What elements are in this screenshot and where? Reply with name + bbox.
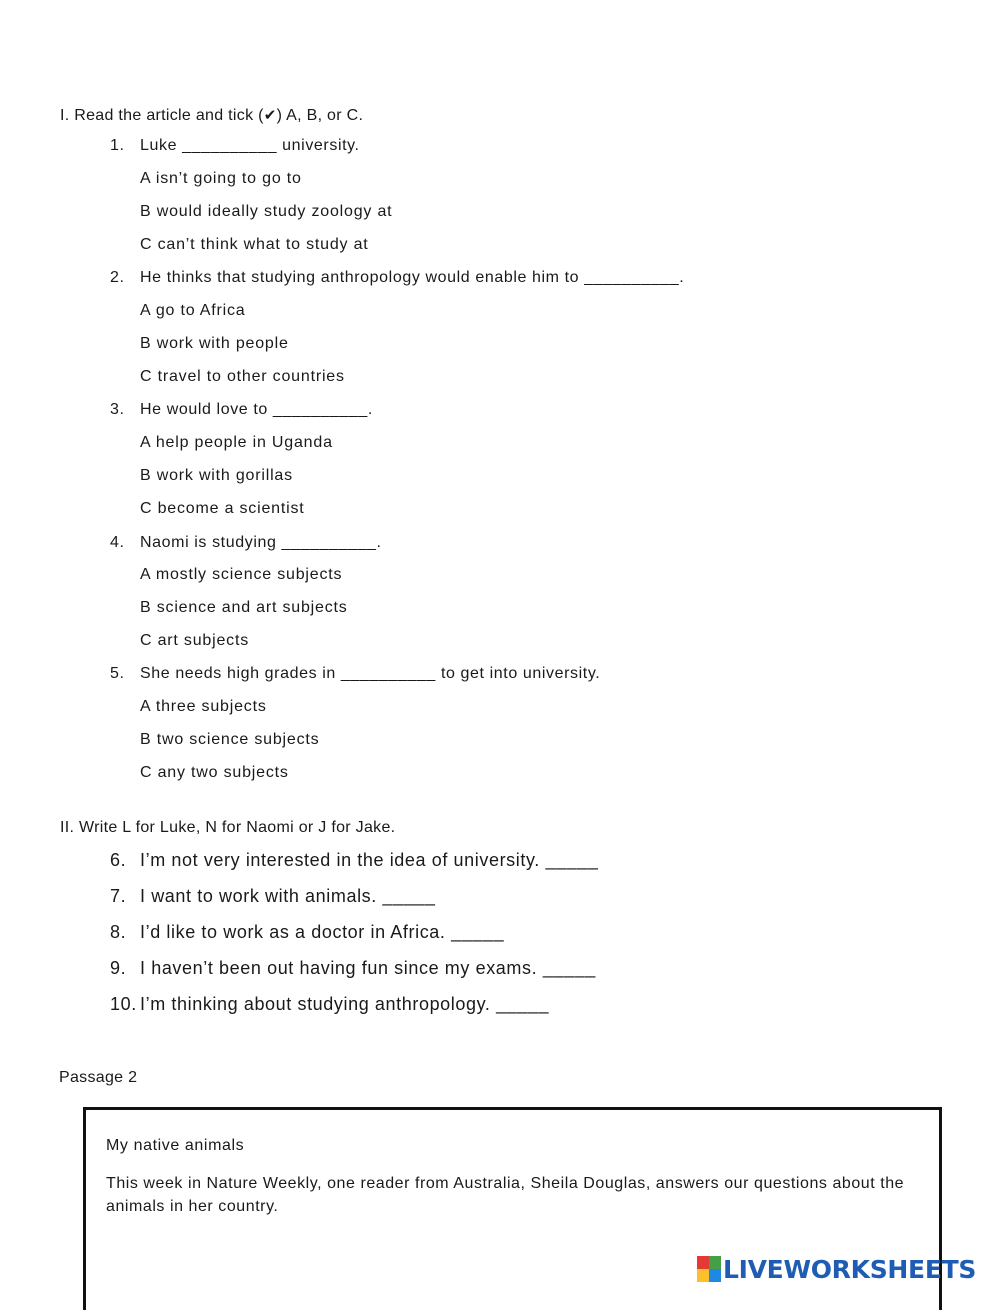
option-3a[interactable]: A help people in Uganda <box>140 434 333 451</box>
option-5b[interactable]: B two science subjects <box>140 731 320 748</box>
question-number: 5. <box>110 665 125 682</box>
statement-text[interactable]: I’m thinking about studying anthropology. _____ <box>140 994 550 1014</box>
option-2c[interactable]: C travel to other countries <box>140 368 345 385</box>
statement-text[interactable]: I want to work with animals. _____ <box>140 886 436 906</box>
option-5c[interactable]: C any two subjects <box>140 764 289 781</box>
question-number: 4. <box>110 534 125 551</box>
statement-text[interactable]: I’m not very interested in the idea of university. _____ <box>140 850 599 870</box>
question-text: He would love to __________. <box>140 401 373 418</box>
passage-title: My native animals <box>106 1137 245 1154</box>
question-text: She needs high grades in __________ to get into university. <box>140 665 601 682</box>
option-4c[interactable]: C art subjects <box>140 632 250 649</box>
statement-number: 9. <box>110 958 127 978</box>
option-1a[interactable]: A isn’t going to go to <box>140 170 302 187</box>
option-1c[interactable]: C can’t think what to study at <box>140 236 369 253</box>
passage-label: Passage 2 <box>59 1069 138 1086</box>
option-1b[interactable]: B would ideally study zoology at <box>140 203 393 220</box>
option-3b[interactable]: B work with gorillas <box>140 467 293 484</box>
option-4a[interactable]: A mostly science subjects <box>140 566 343 583</box>
question-text: Luke __________ university. <box>140 137 360 154</box>
question-text: He thinks that studying anthropology would enable him to __________. <box>140 269 685 286</box>
section-2-heading: II. Write L for Luke, N for Naomi or J for Jake. <box>60 819 396 836</box>
heading-prefix: I. Read the article and tick ( <box>60 107 264 124</box>
option-5a[interactable]: A three subjects <box>140 698 267 715</box>
statement-number: 6. <box>110 850 127 870</box>
question-number: 1. <box>110 137 125 154</box>
option-2b[interactable]: B work with people <box>140 335 289 352</box>
passage-body: This week in Nature Weekly, one reader from Australia, Sheila Douglas, answers our questions about the animals in her country. <box>106 1175 905 1215</box>
statement-number: 10. <box>110 994 137 1014</box>
liveworksheets-logo <box>697 1254 976 1284</box>
statement-text[interactable]: I haven’t been out having fun since my exams. _____ <box>140 958 596 978</box>
statement-number: 7. <box>110 886 127 906</box>
statement-number: 8. <box>110 922 127 942</box>
section-1-heading <box>60 106 363 125</box>
question-number: 2. <box>110 269 125 286</box>
option-4b[interactable]: B science and art subjects <box>140 599 348 616</box>
tick-icon: ✔ <box>263 107 277 124</box>
question-text: Naomi is studying __________. <box>140 534 382 551</box>
statement-text[interactable]: I’d like to work as a doctor in Africa. _____ <box>140 922 505 942</box>
logo-mark-icon <box>697 1256 721 1282</box>
heading-suffix: ) A, B, or C. <box>276 107 364 124</box>
logo-text: LIVEWORKSHEETS <box>723 1254 977 1284</box>
option-2a[interactable]: A go to Africa <box>140 302 246 319</box>
question-number: 3. <box>110 401 125 418</box>
option-3c[interactable]: C become a scientist <box>140 500 305 517</box>
